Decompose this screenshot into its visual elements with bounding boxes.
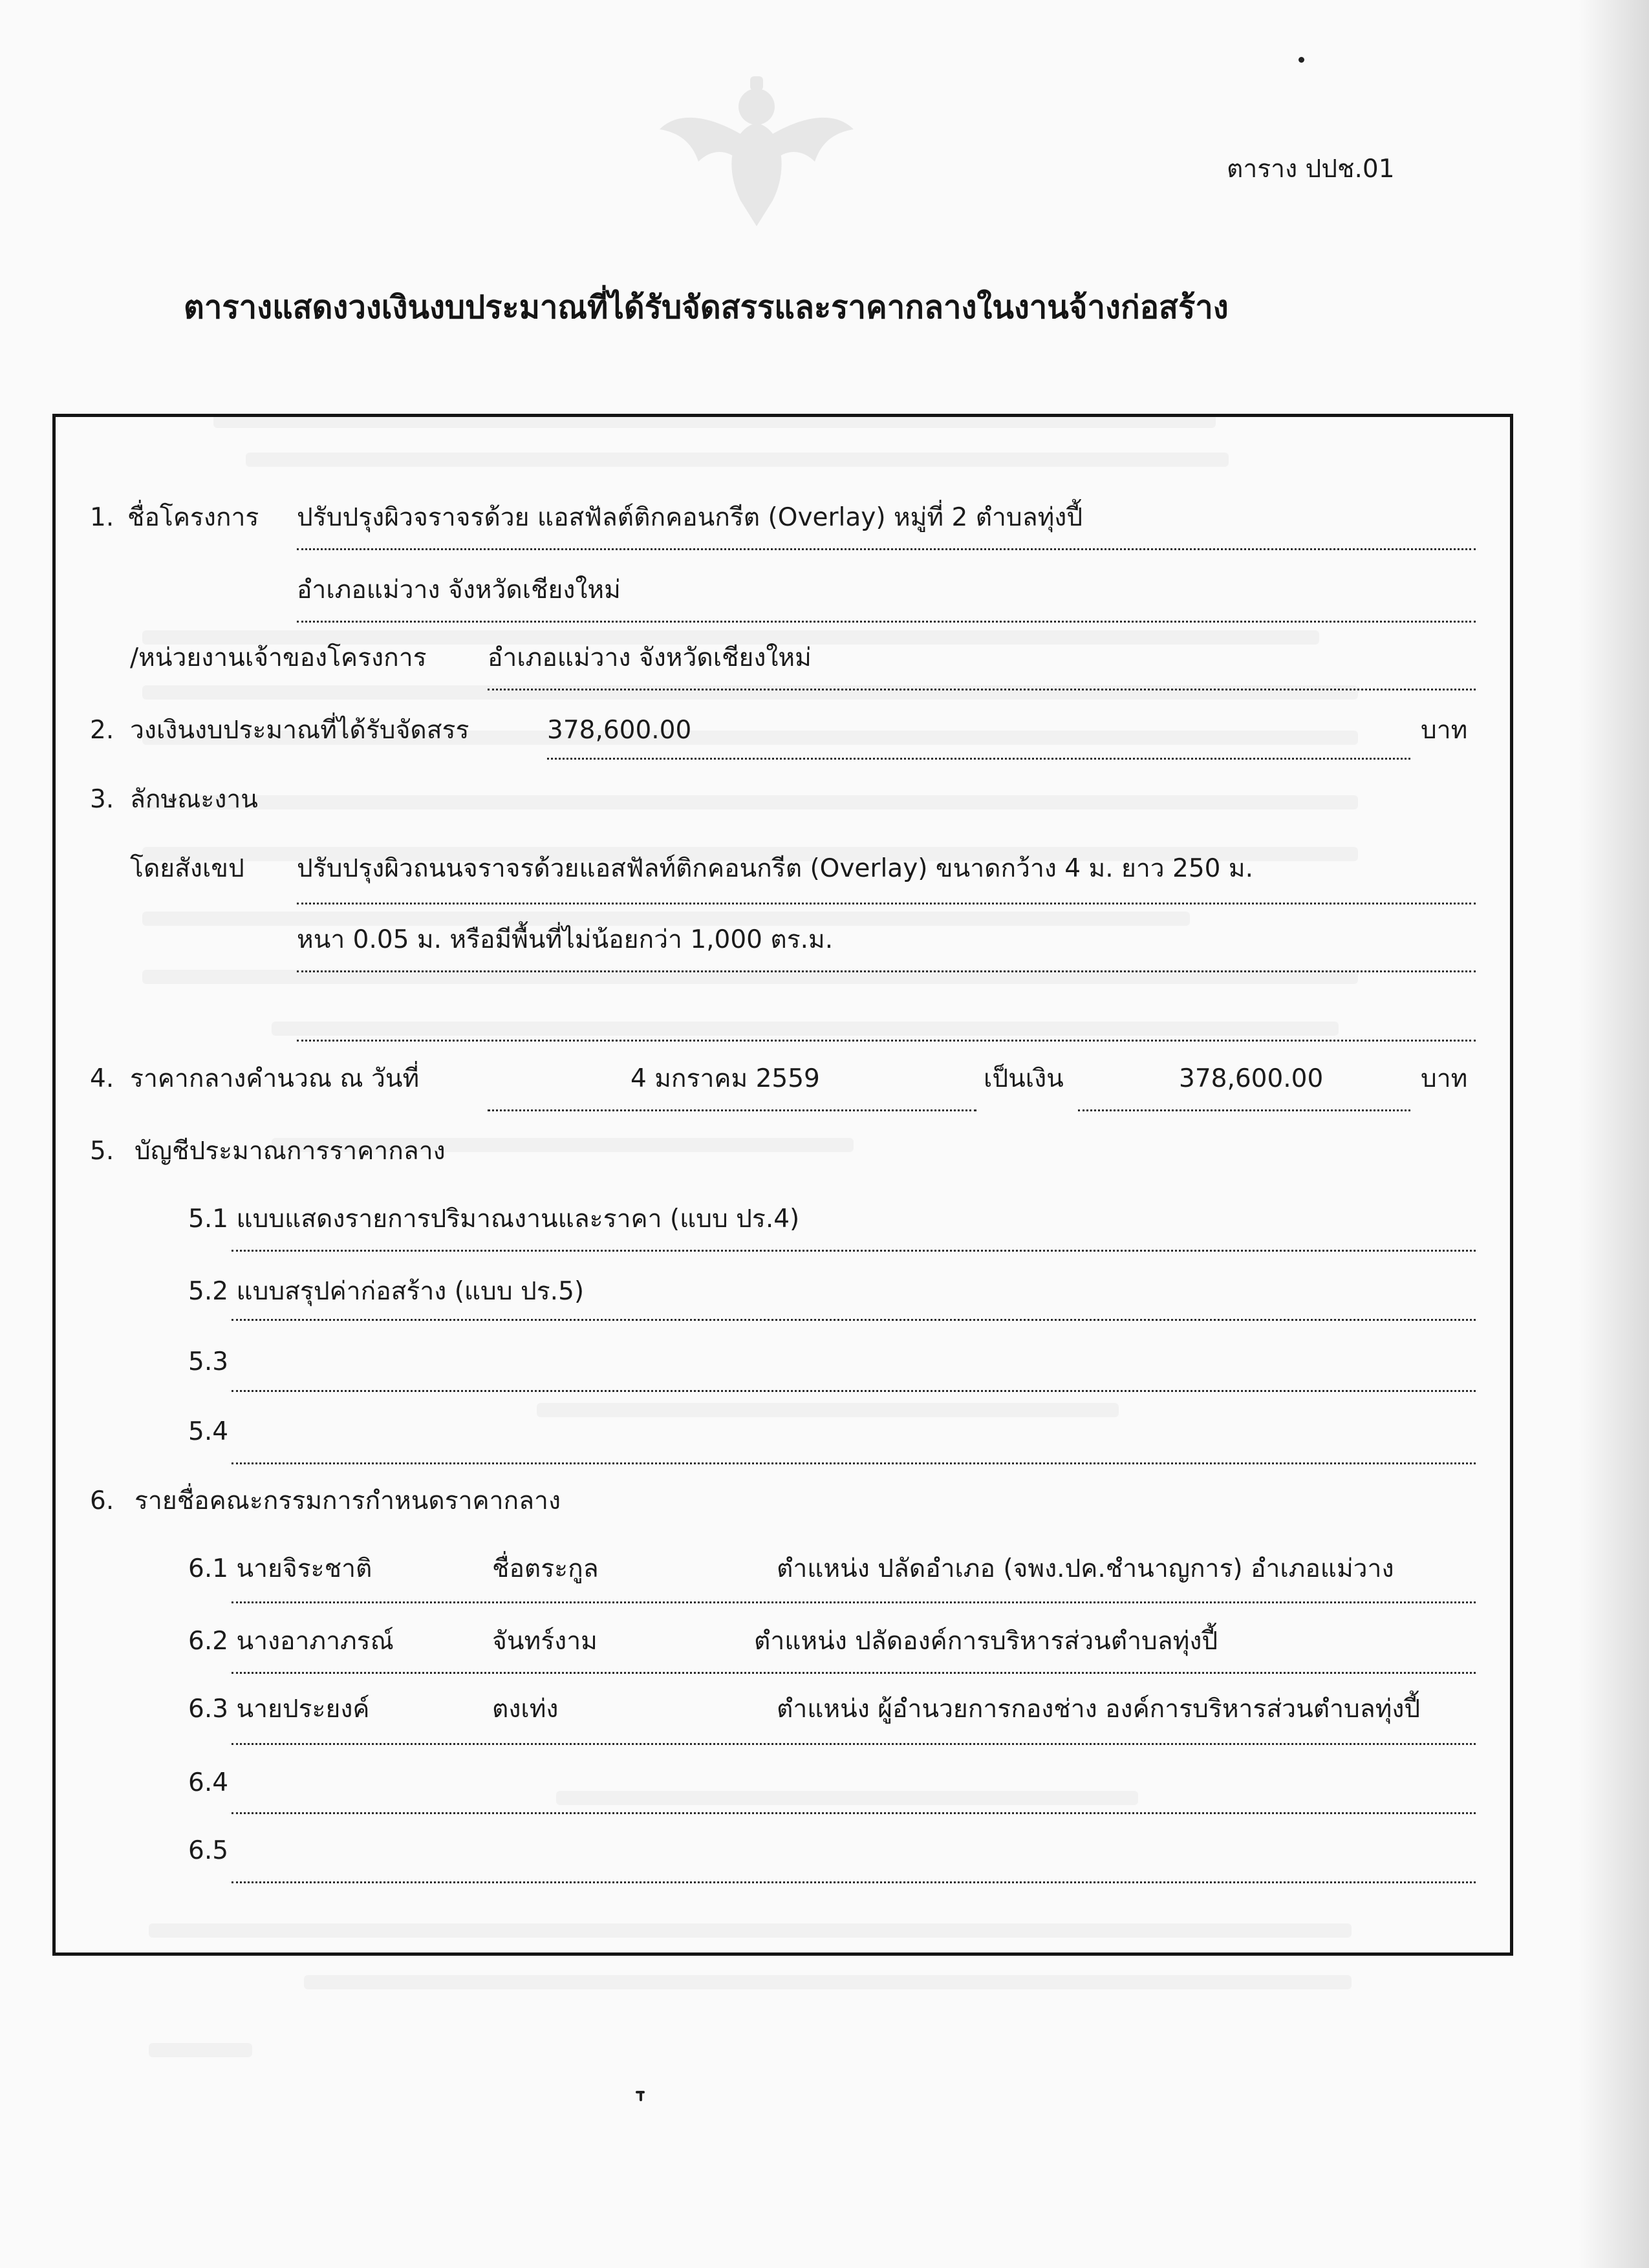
bleedthrough-mark [304,1975,1352,1989]
reference-price-amount: 378,600.00 [1179,1064,1324,1093]
committee-member-position: ตำแหน่ง ผู้อำนวยการกองช่าง องค์การบริหารส่วนตำบลทุ่งปี้ [777,1695,1421,1724]
project-name-label: ชื่อโครงการ [127,503,259,532]
project-name-value-line2: อำเภอแม่วาง จังหวัดเชียงใหม่ [297,575,621,604]
item6-number: 6. [90,1486,114,1515]
committee-list-label: รายชื่อคณะกรรมการกำหนดราคากลาง [135,1486,561,1515]
work-description-label: ลักษณะงาน [130,785,258,814]
dotted-fill-line [297,621,1476,623]
committee-member-number: 6.3 [188,1695,229,1724]
amount-label: เป็นเงิน [984,1064,1064,1093]
committee-member-number: 6.2 [188,1627,229,1656]
budget-value: 378,600.00 [547,716,692,745]
committee-member-first-name: นายจิระชาติ [236,1554,372,1583]
dotted-fill-line [297,903,1476,904]
dotted-fill-line [232,1601,1476,1603]
dotted-fill-line [547,758,1410,760]
dotted-fill-line [232,1743,1476,1745]
item1-number: 1. [90,503,114,532]
committee-member-first-name: นางอาภาภรณ์ [236,1627,394,1656]
budget-unit: บาท [1421,716,1468,745]
committee-member-name [188,1835,228,1867]
committee-member-number: 6.5 [188,1836,229,1865]
page-edge-shadow [1578,0,1649,2268]
dotted-fill-line [297,548,1476,550]
list-item [188,1417,228,1448]
list-item-text: แบบแสดงรายการปริมาณงานและราคา (แบบ ปร.4) [236,1204,800,1234]
committee-member-surname: ชื่อตระกูล [492,1554,599,1583]
list-item-number: 5.1 [188,1204,229,1234]
dotted-fill-line [297,1040,1476,1042]
committee-member-number: 6.1 [188,1554,229,1583]
dotted-fill-line [232,1462,1476,1464]
committee-member-name [188,1768,228,1799]
committee-member-surname: จันทร์งาม [492,1627,598,1656]
dotted-fill-line [488,689,1476,690]
dotted-fill-line [232,1881,1476,1883]
list-item [188,1276,584,1307]
dotted-fill-line [1078,1109,1410,1111]
committee-member-position: ตำแหน่ง ปลัดองค์การบริหารส่วนตำบลทุ่งปี้ [754,1627,1218,1656]
committee-member-name [188,1554,372,1585]
item2-number: 2. [90,716,114,745]
form-code: ตาราง ปปช.01 [1227,155,1395,184]
amount-unit: บาท [1421,1064,1468,1093]
list-item-number: 5.4 [188,1417,229,1446]
list-item [188,1347,228,1378]
agency-value: อำเภอแม่วาง จังหวัดเชียงใหม่ [488,643,812,672]
list-item [188,1204,799,1235]
committee-member-first-name: นายประยงค์ [236,1695,370,1724]
work-description-line2: หนา 0.05 ม. หรือมีพื้นที่ไม่น้อยกว่า 1,000 ตร.ม. [297,925,834,954]
item3-number: 3. [90,785,114,814]
dotted-fill-line [232,1672,1476,1674]
dotted-fill-line [232,1390,1476,1392]
dotted-fill-line [232,1812,1476,1814]
reference-price-date-label: ราคากลางคำนวณ ณ วันที่ [130,1064,420,1093]
summary-label: โดยสังเขป [130,854,244,883]
committee-member-position: ตำแหน่ง ปลัดอำเภอ (จพง.ปค.ชำนาญการ) อำเภอแม่วาง [777,1554,1394,1583]
price-estimate-list-label: บัญชีประมาณการราคากลาง [135,1137,446,1166]
bleedthrough-mark [149,2043,252,2057]
list-item-text: แบบสรุปค่าก่อสร้าง (แบบ ปร.5) [236,1277,585,1306]
scan-speck [1299,57,1304,63]
project-name-value-line1: ปรับปรุงผิวจราจรด้วย แอสฟัลต์ติกคอนกรีต (Overlay) หมู่ที่ 2 ตำบลทุ่งปี้ [297,503,1083,532]
dotted-fill-line [232,1250,1476,1252]
budget-label: วงเงินงบประมาณที่ได้รับจัดสรร [130,716,469,745]
item4-number: 4. [90,1064,114,1093]
scan-speck [640,2092,642,2101]
agency-label: /หน่วยงานเจ้าของโครงการ [130,643,427,672]
dotted-fill-line [488,1109,976,1111]
garuda-emblem-bleedthrough [653,71,860,233]
item5-number: 5. [90,1137,114,1166]
committee-member-name [188,1694,369,1725]
list-item-number: 5.3 [188,1347,229,1376]
committee-member-surname: ตงเท่ง [492,1695,559,1724]
dotted-fill-line [297,970,1476,972]
reference-price-date: 4 มกราคม 2559 [630,1064,820,1093]
list-item-number: 5.2 [188,1277,229,1306]
committee-member-name [188,1626,394,1657]
document-title: ตารางแสดงวงเงินงบประมาณที่ได้รับจัดสรรและราคากลางในงานจ้างก่อสร้าง [184,289,1229,326]
work-description-line1: ปรับปรุงผิวถนนจราจรด้วยแอสฟัลท์ติกคอนกรีต (Overlay) ขนาดกว้าง 4 ม. ยาว 250 ม. [297,854,1253,883]
dotted-fill-line [232,1319,1476,1321]
committee-member-number: 6.4 [188,1768,229,1797]
